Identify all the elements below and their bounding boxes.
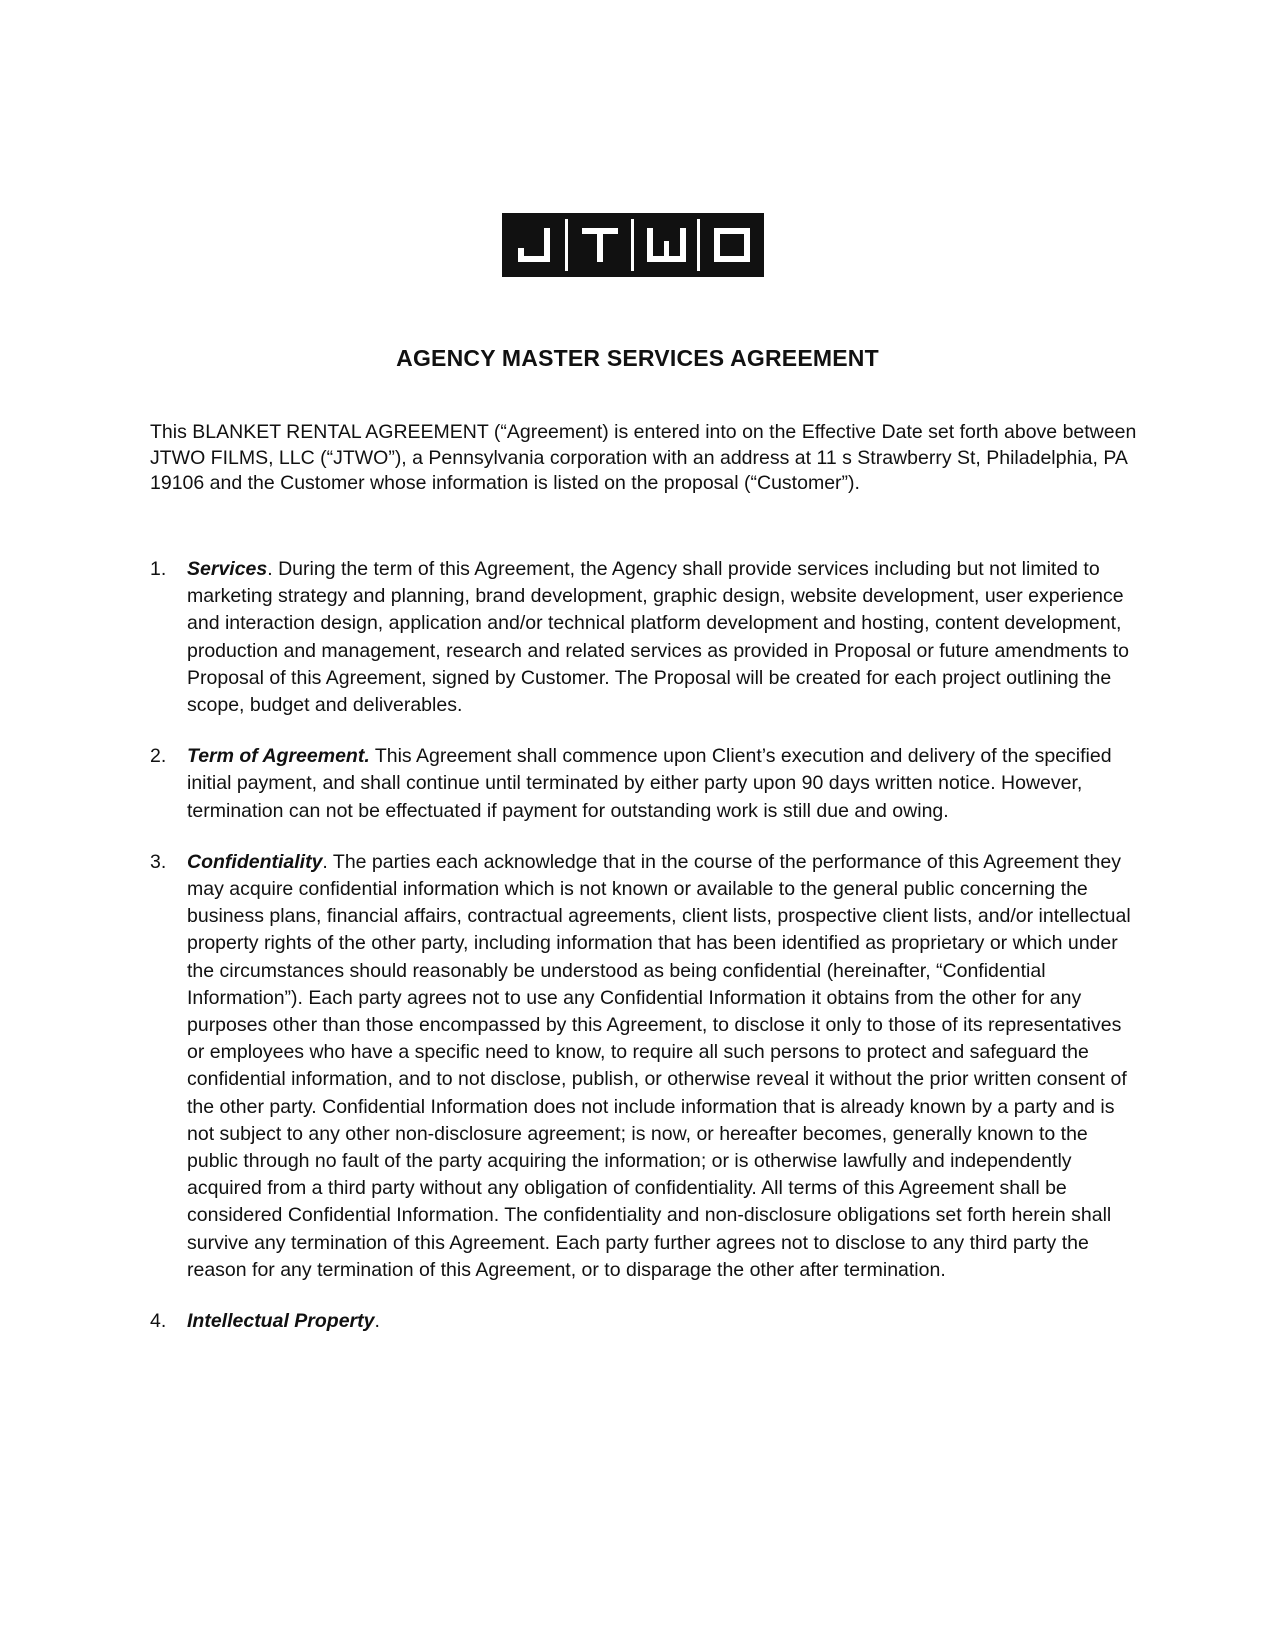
section-number: 2. — [150, 745, 167, 768]
section-heading: Services — [187, 558, 268, 580]
section-confidentiality — [150, 849, 1140, 1284]
section-heading: Term of Agreement. — [187, 745, 370, 768]
section-intellectual-property — [150, 1308, 1140, 1335]
section-number: 4. — [150, 1310, 167, 1333]
jtwo-logo-icon — [502, 213, 764, 277]
section-heading-punct: . — [374, 1310, 380, 1333]
section-number: 3. — [150, 850, 167, 873]
section-services — [150, 556, 1140, 719]
section-term-of-agreement — [150, 743, 1140, 825]
section-list — [150, 556, 1140, 1359]
section-body: The parties each acknowledge that in the course of the performance of this Agreement they may acquire confidential information which is not known or available to the general public concerning the business plans, financial affairs, contractual agreements, client lists, prospective client lists, and/or intellectual property rights of the other party, including information that has been identified as proprietary or which under the circumstances should reasonably be understood as being confidential (hereinafter, “Confidential Information”). Each party agrees not to use any Confidential Information it obtains from the other for any purposes other than those encompassed by this Agreement, to disclose it only to those of its representatives or employees who have a specific need to know, to require all such persons to protect and safeguard the confidential information, and to not disclose, publish, or otherwise reveal it without the prior written consent of the other party. Confidential Information does not include information that is already known by a party and is not subject to any other non-disclosure agreement; is now, or hereafter becomes, generally known to the public through no fault of the party acquiring the information; or is otherwise lawfully and independently acquired from a third party without any obligation of confidentiality. All terms of this Agreement shall be considered Confidential Information. The confidentiality and non-disclosure obligations set forth herein shall survive any termination of this Agreement. Each party further agrees not to disclose to any third party the reason for any termination of this Agreement, or to disparage the other after termination. — [187, 850, 1131, 1281]
section-heading: Confidentiality — [187, 850, 323, 873]
section-heading-punct: . — [267, 558, 273, 580]
section-body: During the term of this Agreement, the Agency shall provide services including but not limited to marketing strategy and planning, brand development, graphic design, website development, user experience and interaction design, application and/or technical platform development and hosting, content development, production and management, research and related services as provided in Proposal or future amendments to Proposal of this Agreement, signed by Customer. The Proposal will be created for each project outlining the scope, budget and deliverables. — [187, 558, 1129, 717]
section-body: This Agreement shall commence upon Client’s execution and delivery of the specified initial payment, and shall continue until terminated by either party upon 90 days written notice. However, termination can not be effectuated if payment for outstanding work is still due and owing. — [187, 745, 1112, 822]
section-heading-punct: . — [322, 850, 328, 873]
section-heading: Intellectual Property — [187, 1310, 375, 1333]
intro-paragraph: This BLANKET RENTAL AGREEMENT (“Agreement) is entered into on the Effective Date set forth above between JTWO FILMS, LLC (“JTWO”), a Pennsylvania corporation with an address at 11 s Strawberry St, Philadelphia, PA 19106 and the Customer whose information is listed on the proposal (“Customer”). — [150, 421, 1137, 494]
section-number: 1. — [150, 558, 167, 580]
document-title: AGENCY MASTER SERVICES AGREEMENT — [396, 345, 879, 371]
